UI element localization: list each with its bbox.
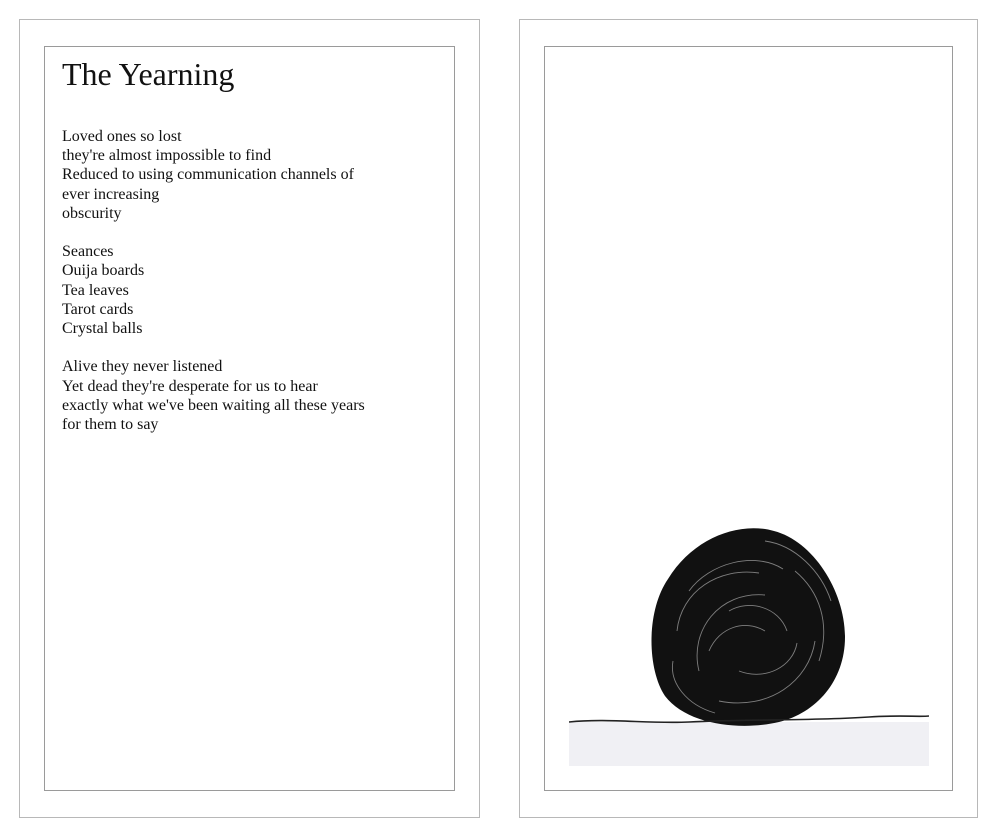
poem-line: they're almost impossible to find: [62, 147, 272, 165]
poem-line: Reduced to using communication channels of: [62, 166, 354, 184]
poem-stanza-2: [62, 242, 422, 338]
poem-line: Ouija boards: [62, 262, 145, 280]
poem-line: Yet dead they're desperate for us to hear: [62, 377, 318, 395]
poem-line: Tea leaves: [62, 281, 129, 299]
ball-drawing: [569, 71, 929, 766]
poem-line: exactly what we've been waiting all these years: [62, 396, 365, 414]
poem-title: The Yearning: [62, 56, 235, 92]
left-page: [19, 19, 480, 818]
poem-stanza-1: [62, 127, 422, 223]
poem-body: [62, 127, 422, 453]
poem-line: Loved ones so lost: [62, 128, 182, 145]
ground-strip: [569, 722, 929, 766]
poem-line: obscurity: [62, 204, 122, 222]
right-page: [519, 19, 978, 818]
ball-shape: [651, 528, 845, 726]
ball-illustration: [569, 71, 929, 766]
poem-line: Alive they never listened: [62, 358, 223, 376]
poem-line: Tarot cards: [62, 300, 134, 318]
poem-line: for them to say: [62, 416, 159, 434]
poem-stanza-3: [62, 357, 422, 434]
poem-line: Crystal balls: [62, 320, 143, 338]
poem-line: ever increasing: [62, 185, 160, 203]
poem-line: Seances: [62, 243, 114, 261]
